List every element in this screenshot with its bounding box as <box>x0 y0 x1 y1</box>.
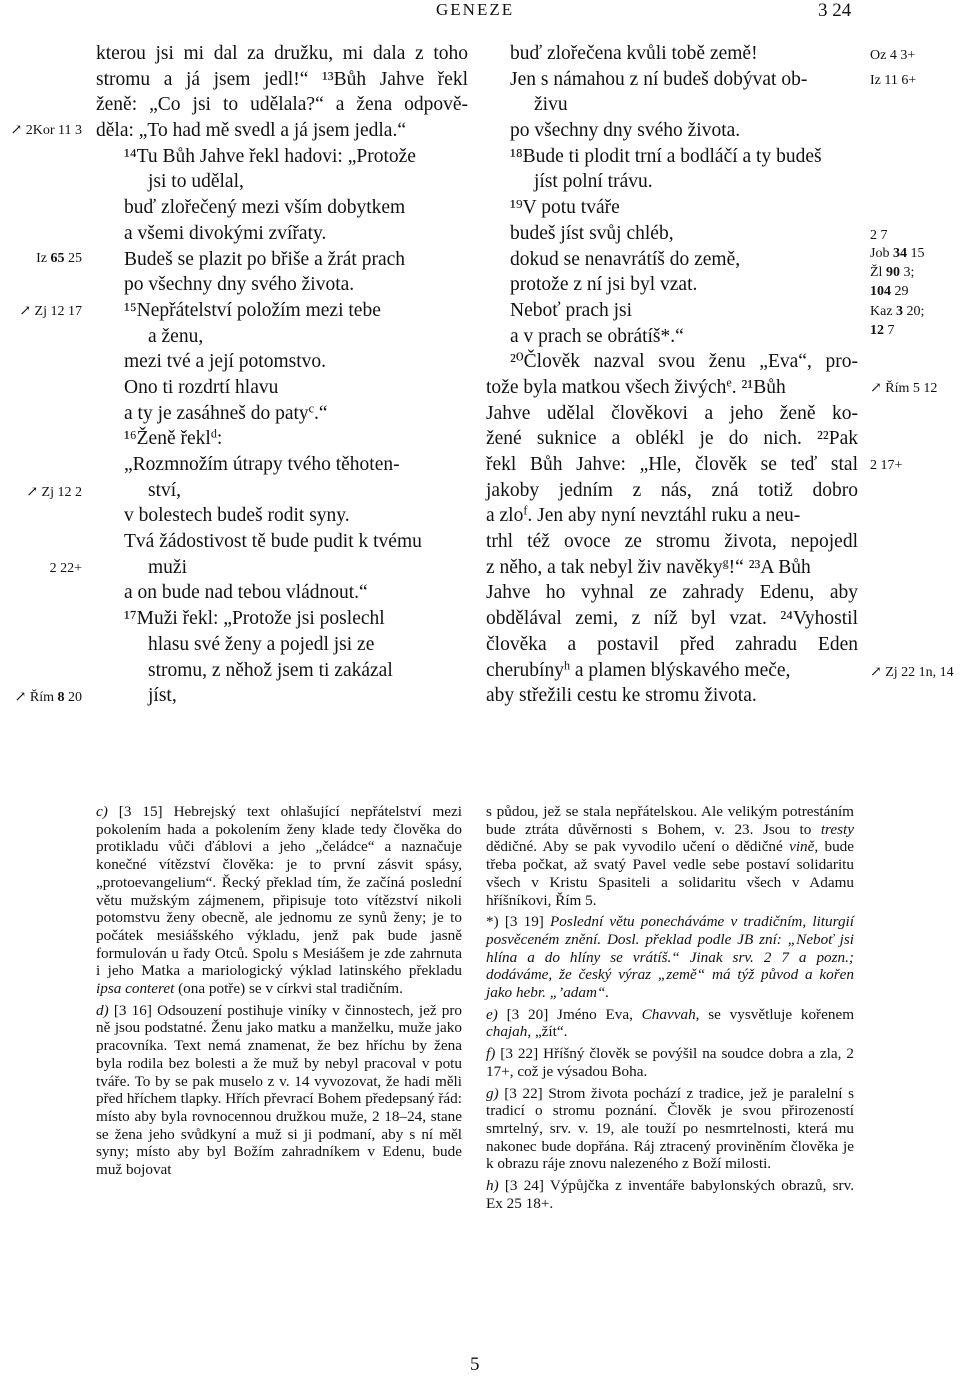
text-line: ²⁰Člověk nazval svou ženu „Eva“, pro- <box>510 351 858 373</box>
verse-line: po všechny dny svého života. <box>124 274 355 296</box>
verse-line: ¹⁶Ženě řekl$^d$: <box>124 426 223 450</box>
footnote-h: h) [3 24] Výpůjčka z inventáře babylonských obrazů, srv. Ex 25 18+. <box>486 1177 854 1212</box>
verse-line: ¹⁴Tu Bůh Jahve řekl hadovi: „Protože <box>124 145 416 167</box>
footnote-marker-g[interactable]: g <box>722 555 729 570</box>
cross-ref-link[interactable]: 2 22+ <box>49 561 82 576</box>
verse-line: dokud se nenavrátíš do země, <box>510 248 741 270</box>
page-number: 5 <box>470 1354 480 1375</box>
verse-line: ¹⁷Muži řekl: „Protože jsi poslechl <box>124 608 385 630</box>
verse-line: stromu, z něhož jsem ti zakázal <box>148 659 393 681</box>
cross-ref-link[interactable]: Iz 65 25 <box>36 251 82 266</box>
cross-ref-link[interactable]: 104 29 <box>870 284 909 299</box>
verse-line: po všechny dny svého života. <box>510 120 741 142</box>
verse-line: Jen s námahou z ní budeš dobývat ob- <box>510 68 808 90</box>
cross-ref-link[interactable]: ↗ Zj 22 1n, 14 <box>870 665 954 680</box>
verse-line: Ono ti rozdrtí hlavu <box>124 376 279 398</box>
text-column-left <box>96 41 468 709</box>
footnote-star: *) [3 19] Poslední větu ponecháváme v tradičním, liturgií posvěceném znění. Dosl. překlad podle JB zní: „Neboť jsi hlína a do hlíny se vrátíš.“ Jinak srv. 2 7 a pozn.; dodáváme, že český výraz „země“ má týž původ a kořen jako hebr. „’adam“. <box>486 913 854 1002</box>
cross-ref-link[interactable]: 12 7 <box>870 323 895 338</box>
text-line: obdělával zemi, z níž byl vzat. ²⁴Vyhostil <box>486 608 858 630</box>
cross-ref-link[interactable]: Kaz 3 20; <box>870 304 925 319</box>
verse-line: buď zlořečena kvůli tobě země! <box>510 43 758 64</box>
verse-line: ¹⁹V potu tváře <box>510 197 620 219</box>
footnote-e: e) [3 20] Jméno Eva, Chavvah, se vysvětluje kořenem chajah, „žít“. <box>486 1005 855 1041</box>
verse-line: ¹⁵Nepřátelství položím mezi tebe <box>124 299 381 321</box>
footnote-c: c) [3 15] Hebrejský text ohlašující nepřátelství mezi pokolením hada a pokolením ženy klade tedy člověka do protikladu vůči ďáblovi a jeho „čeládce“ a naznačuje konečné vítězství člověka: je to první zásvit spásy, „protoevangelium“. Řecký překlad tím, že začíná poslední větu mužským zájmenem, připisuje toto vítězství nikoli potomstvu ženy obecně, ale jednomu ze synů ženy; je to počátek mesiášského výkladu, jenž pak bude jasně formulován u řady Otců. Spolu s Mesiášem je zde zahrnuta i jeho Matka a mariologický výklad latinského překladu ipsa conteret (ona potře) se v církvi stal tradičním. <box>96 803 462 998</box>
text-line: řekl Bůh Jahve: „Hle, člověk se teď stal <box>486 454 858 475</box>
verse-line: „Rozmnožím útrapy tvého těhoten- <box>124 454 400 475</box>
cross-ref-link[interactable]: ↗ Řím 8 20 <box>14 690 82 705</box>
text-line: člověka a postavil před zahradu Eden <box>486 633 858 655</box>
verse-line: a všemi divokými zvířaty. <box>124 222 327 244</box>
text-line: cherubíny$^h$ a plamen blýskavého meče, <box>486 657 791 681</box>
cross-ref-link[interactable]: 2 7 <box>870 228 888 243</box>
footnote-f: f) [3 22] Hříšný člověk se povýšil na soudce dobra a zla, 2 17+, což je výsadou Boha. <box>486 1045 854 1080</box>
text-line: trhl též ovoce ze stromu života, nepojedl <box>486 531 858 553</box>
footnote-marker-c[interactable]: c <box>308 400 315 415</box>
footnotes-column-left <box>96 803 462 1179</box>
verse-line: ¹⁸Bude ti plodit trní a bodláčí a ty budeš <box>510 145 822 167</box>
text-line: jakoby jedním z nás, zná totiž dobro <box>486 479 858 501</box>
running-head-title: GENEZE <box>436 0 515 19</box>
running-head-chapter: 3 24 <box>818 0 852 21</box>
verse-line: hlasu své ženy a pojedl jsi ze <box>148 633 375 655</box>
footnotes-column-right <box>486 803 854 1212</box>
text-line: Jahve udělal člověkovi a jeho ženě ko- <box>486 402 858 424</box>
cross-ref-link[interactable]: Žl 90 3; <box>870 265 915 280</box>
verse-line: a v prach se obrátíš*.“ <box>510 325 684 347</box>
verse-line: živu <box>534 94 568 116</box>
cross-ref-link[interactable]: Oz 4 3+ <box>870 48 916 63</box>
footnote-g: g) [3 22] Strom života pochází z tradice, jež je paralelní s tradicí o stromu poznání. Člověk je svou přirozeností smrtelný, srv. v. 19, ale touží po nesmrtelnosti, která mu nakonec bude dopřána. Ráj ztracený proviněním člověka je k obrazu ráje znovu nalezeného z Boží milosti. <box>486 1084 854 1173</box>
footnote-d: d) [3 16] Odsouzení postihuje viníky v činnostech, jež pro ně jsou podstatné. Ženu jako matku a manželku, muže jako pracovníka. Text nemá znamenat, že bez hříchu by žena byla rodila bez bolesti a že muž by nebyl pracoval v potu tváře. To by se pak muselo z v. 14 vyvozovat, že hadi měli před hříchem tlapky. Hřích převrací Bohem předepsaný řád: místo aby byla rovnocennou družkou muže, 2 18–24, stane se žena jeho svůdkyní a muž si ji podmaní, aby s ní měl syny; místo aby byl Božím zahradníkem v Edenu, bude muž bojovat <box>96 1001 462 1179</box>
text-line: ženě: „Co jsi to udělala?“ a žena odpově- <box>96 94 468 116</box>
verse-line: Neboť prach jsi <box>510 299 633 321</box>
footnote-marker-f[interactable]: f <box>523 503 528 518</box>
cross-ref-link[interactable]: 2 17+ <box>870 458 903 473</box>
verse-line: a on bude nad tebou vládnout.“ <box>124 582 368 604</box>
verse-line: v bolestech budeš rodit syny. <box>124 505 350 527</box>
verse-line: muži <box>148 556 187 578</box>
text-line: děla: „To had mě svedl a já jsem jedla.“ <box>96 120 406 142</box>
footnote-marker-h[interactable]: h <box>563 657 571 672</box>
text-line: stromu a já jsem jedl!“ ¹³Bůh Jahve řekl <box>96 68 468 90</box>
verse-line: jsi to udělal, <box>148 171 244 193</box>
verse-line: ství, <box>148 479 182 501</box>
text-line: kterou jsi mi dal za družku, mi dala z toho <box>96 43 468 64</box>
verse-line: jíst, <box>148 685 177 707</box>
text-line: žené suknice a oblékl je do nich. ²²Pak <box>486 428 858 450</box>
verse-line: jíst polní trávu. <box>534 171 653 193</box>
text-line: aby střežili cestu ke stromu života. <box>486 685 757 707</box>
verse-line: budeš jíst svůj chléb, <box>510 222 674 244</box>
text-line: a zlo$^f$. Jen aby nyní nevztáhl ruku a neu- <box>486 503 801 527</box>
cross-ref-link[interactable]: Job 34 15 <box>870 246 925 261</box>
verse-line: a ženu, <box>148 325 204 347</box>
text-line: tože byla matkou všech živých$^e$. ²¹Bůh <box>486 375 786 398</box>
text-line: Jahve ho vyhnal ze zahrady Edenu, aby <box>486 582 858 604</box>
cross-ref-link[interactable]: ↗ Řím 5 12 <box>870 381 938 396</box>
cross-ref-link[interactable]: ↗ Zj 12 2 <box>26 485 82 500</box>
cross-ref-link[interactable]: Iz 11 6+ <box>870 73 917 88</box>
verse-line: mezi tvé a její potomstvo. <box>124 351 326 373</box>
verse-line: a ty je zasáhneš do paty$^c$.“ <box>124 400 328 424</box>
verse-line: buď zlořečený mezi vším dobytkem <box>124 197 406 219</box>
footnote-marker-e[interactable]: e <box>726 375 732 390</box>
footnote-d-continued: s půdou, jež se stala nepřátelskou. Ale velikým potrestáním bude ztráta důvěrnosti s Bohem, v. 23. Jsou to tresty dědičné. Aby se pak vyvodilo učení o dědičné vině, bude třeba počkat, až svatý Pavel vedle sebe postaví solidaritu všech v Kristu Spasiteli a solidaritu všech v Adamu hříšníkovi, Řím 5. <box>486 803 854 909</box>
text-column-right <box>486 41 858 709</box>
verse-line: Budeš se plazit po břiše a žrát prach <box>124 248 406 270</box>
verse-line: Tvá žádostivost tě bude pudit k tvému <box>124 531 422 553</box>
cross-ref-link[interactable]: ↗ 2Kor 11 3 <box>10 123 82 138</box>
verse-line: protože z ní jsi byl vzat. <box>510 274 698 296</box>
cross-ref-link[interactable]: ↗ Zj 12 17 <box>19 304 82 319</box>
footnote-marker-d[interactable]: d <box>210 426 217 441</box>
text-line: z něho, a tak nebyl živ navěky$^g$!“ ²³A Bůh <box>486 555 811 578</box>
